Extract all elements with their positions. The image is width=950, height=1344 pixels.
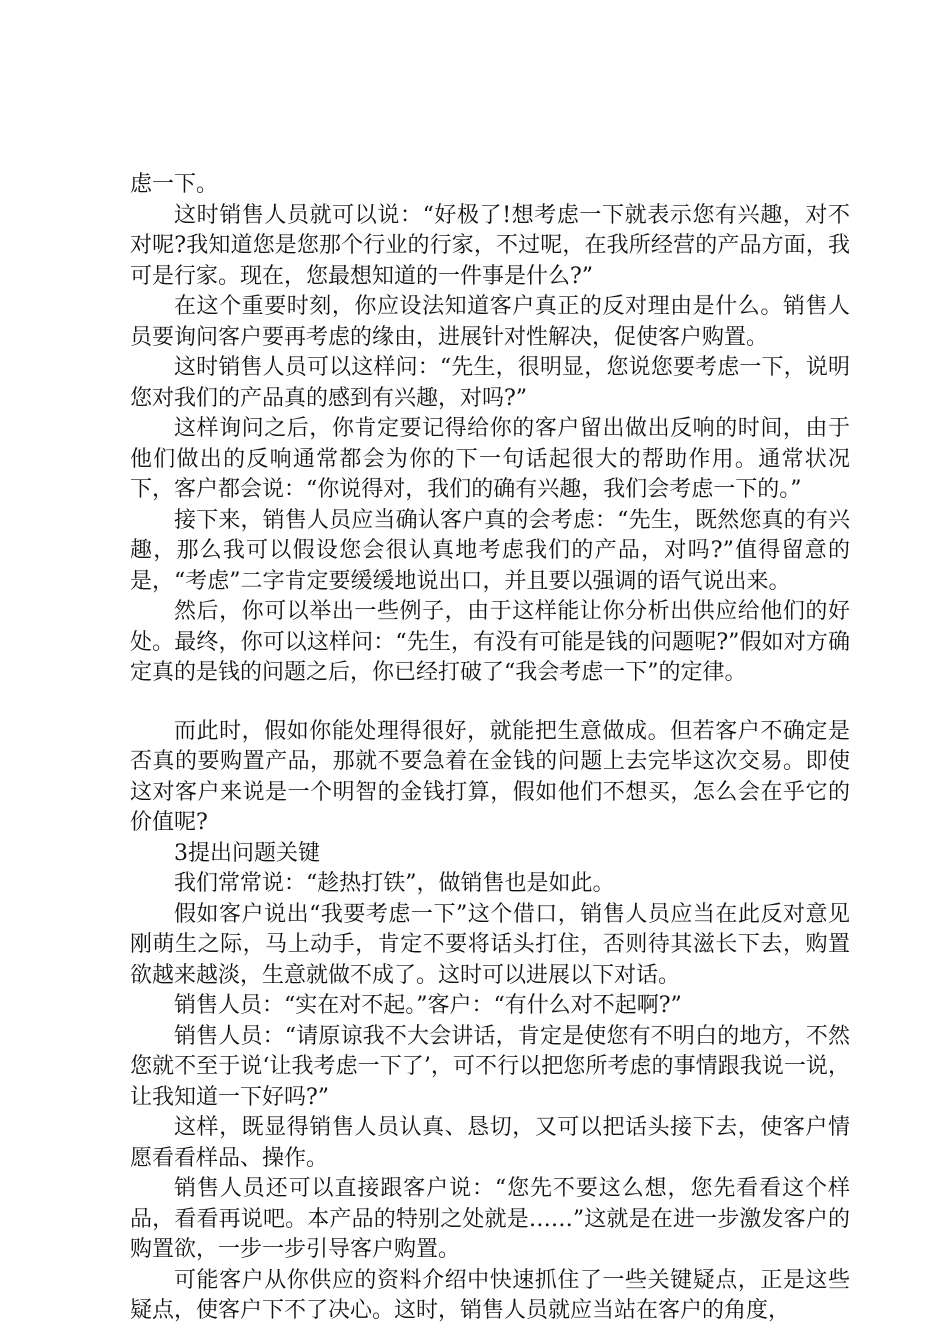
paragraph: 可能客户从你供应的资料介绍中快速抓住了一些关键疑点，正是这些疑点，使客户下不了决心。这时，销售人员就应当站在客户的角度， — [130, 1267, 850, 1323]
paragraph-continuation: 虑一下。 — [130, 172, 219, 197]
paragraph: 然后，你可以举出一些例子，由于这样能让你分析出供应给他们的好处。最终，你可以这样问：“先生，有没有可能是钱的问题呢?”假如对方确定真的是钱的问题之后，你已经打破了“我会考虑一下”的定律。 — [130, 599, 850, 685]
paragraph: 接下来，销售人员应当确认客户真的会考虑：“先生，既然您真的有兴趣，那么我可以假设您会很认真地考虑我们的产品，对吗?”值得留意的是，“考虑”二字肯定要缓缓地说出口，并且要以强调的语气说出来。 — [130, 507, 850, 594]
document-page — [130, 170, 850, 1327]
paragraph: 这时销售人员就可以说：“好极了!想考虑一下就表示您有兴趣，对不对呢?我知道您是您那个行业的行家，不过呢，在我所经营的产品方面，我可是行家。现在，您最想知道的一件事是什么?” — [130, 202, 850, 289]
paragraph: 而此时，假如你能处理得很好，就能把生意做成。但若客户不确定是否真的要购置产品，那就不要急着在金钱的问题上去完毕这次交易。即使这对客户来说是一个明智的金钱打算，假如他们不想买，怎么会在乎它的价值呢? — [130, 718, 850, 835]
paragraph: 这时销售人员可以这样问：“先生，很明显，您说您要考虑一下，说明您对我们的产品真的感到有兴趣，对吗?” — [130, 355, 850, 411]
paragraph: 这样，既显得销售人员认真、恳切，又可以把话头接下去，使客户情愿看看样品、操作。 — [130, 1115, 850, 1171]
paragraph: 这样询问之后，你肯定要记得给你的客户留出做出反响的时间，由于他们做出的反响通常都会为你的下一句话起很大的帮助作用。通常状况下，客户都会说：“你说得对，我们的确有兴趣，我们会考虑一下的。” — [130, 416, 850, 502]
paragraph: 我们常常说：“趁热打铁”，做销售也是如此。 — [174, 871, 615, 896]
section-heading: 3提出问题关键 — [174, 840, 320, 866]
paragraph: 在这个重要时刻，你应设法知道客户真正的反对理由是什么。销售人员要询问客户要再考虑的缘由，进展针对性解决，促使客户购置。 — [130, 294, 850, 350]
paragraph: 销售人员：“请原谅我不大会讲话，肯定是使您有不明白的地方，不然您就不至于说‘让我考虑一下了’，可不行以把您所考虑的事情跟我说一说，让我知道一下好吗?” — [130, 1023, 850, 1110]
paragraph: 销售人员：“实在对不起。”客户：“有什么对不起啊?” — [174, 993, 682, 1018]
paragraph: 假如客户说出“我要考虑一下”这个借口，销售人员应当在此反对意见刚萌生之际，马上动手，肯定不要将话头打住，否则待其滋长下去，购置欲越来越淡，生意就做不成了。这时可以进展以下对话。 — [130, 901, 850, 988]
paragraph: 销售人员还可以直接跟客户说：“您先不要这么想，您先看看这个样品，看看再说吧。本产品的特别之处就是……”这就是在进一步激发客户的购置欲，一步一步引导客户购置。 — [130, 1176, 850, 1262]
